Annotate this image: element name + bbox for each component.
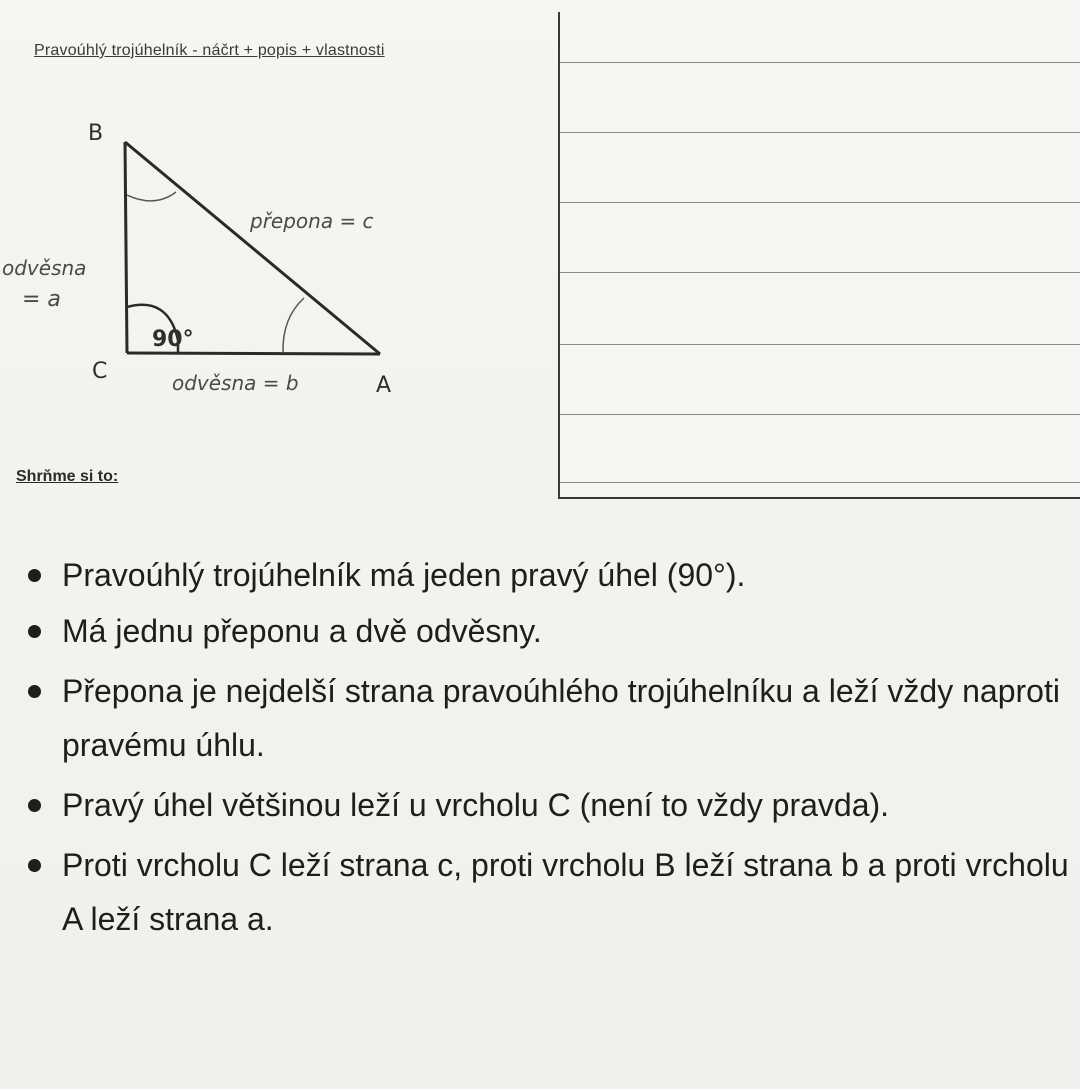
summary-list [20,548,1070,946]
ruled-line [560,344,1080,345]
hypotenuse-label: přepona = c [250,209,374,233]
vertex-b-label: B [88,121,104,146]
vertex-a-label: A [376,373,392,398]
list-item-text: Má jednu přeponu a dvě odvěsny. [62,613,542,649]
ruled-line [560,62,1080,63]
angle-arc-a [283,298,304,353]
list-item [20,838,1070,946]
list-item [20,664,1070,772]
list-item [20,778,1070,832]
list-item-text: Pravý úhel většinou leží u vrcholu C (není to vždy pravda). [62,787,890,823]
ruled-line [560,414,1080,415]
list-item [20,604,1070,658]
lined-notes-area [558,12,1080,499]
right-triangle-diagram [0,100,470,420]
side-c-hypotenuse [125,142,380,354]
summary-heading: Shrňme si to: [16,468,119,485]
vertex-c-label: C [92,359,108,384]
worksheet-heading: Pravoúhlý trojúhelník - náčrt + popis + vlastnosti [34,42,385,59]
list-item-text: Přepona je nejdelší strana pravoúhlého trojúhelníku a leží vždy naproti pravému úhlu. [62,673,1060,763]
ruled-line [560,132,1080,133]
bullet-icon [28,569,41,582]
list-item [20,548,1070,602]
side-a [125,142,127,353]
ruled-line [560,482,1080,483]
bullet-icon [28,799,41,812]
bullet-icon [28,625,41,638]
bullet-icon [28,685,41,698]
leg-b-label: odvěsna = b [172,371,299,395]
right-angle-label: 90° [152,327,194,352]
ruled-line [560,272,1080,273]
leg-a-label: odvěsna [2,256,87,280]
ruled-line [560,202,1080,203]
bullet-icon [28,859,41,872]
side-b [127,353,380,354]
list-item-text: Proti vrcholu C leží strana c, proti vrcholu B leží strana b a proti vrcholu A leží strana a. [62,847,1069,937]
list-item-text: Pravoúhlý trojúhelník má jeden pravý úhel (90°). [62,557,746,593]
leg-a-value: = a [22,287,61,312]
angle-arc-b [127,192,176,201]
